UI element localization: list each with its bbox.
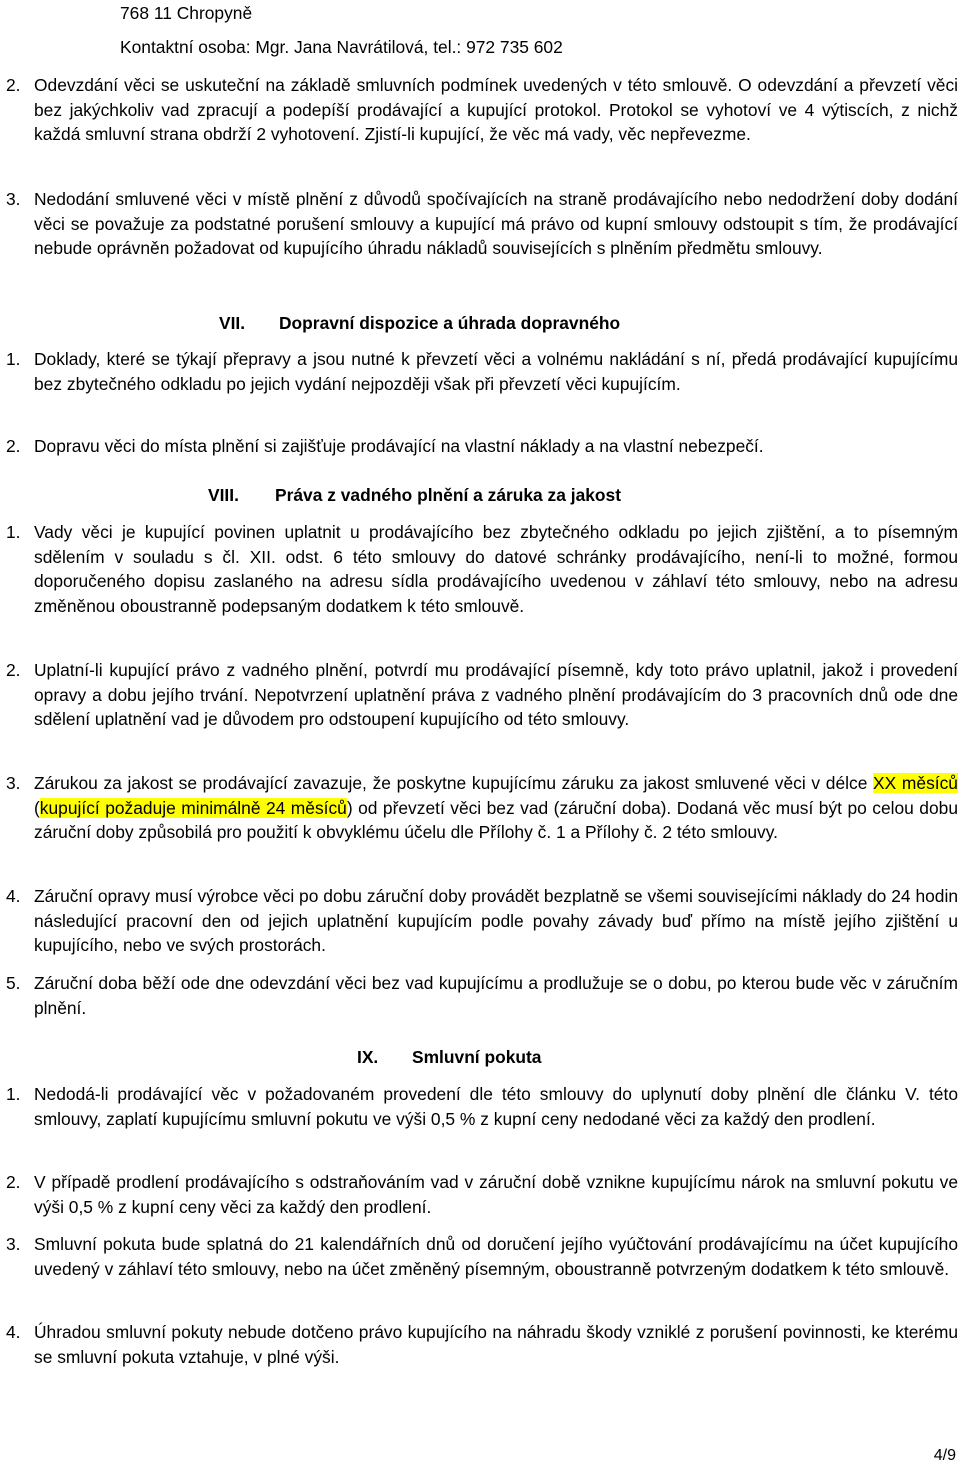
delivery-clause-2 <box>6 73 958 147</box>
address-city: 768 11 Chropyně <box>120 3 253 23</box>
contact-person: Kontaktní osoba: Mgr. Jana Navrátilová, tel.: 972 735 602 <box>120 37 563 57</box>
section-number: IX. <box>357 1047 379 1067</box>
clause-number: 2. <box>6 660 21 680</box>
clause-number: 3. <box>6 1234 21 1254</box>
clause-text: Nedodá-li prodávající věc v požadovaném provedení dle této smlouvy do uplynutí doby plnění dle článku V. této smlouvy, zaplatí kupujícímu smluvní pokutu ve výši 0,5 % z kupní ceny nedodané věci za každý den prodlení. <box>34 1084 958 1129</box>
clause-number: 1. <box>6 522 21 542</box>
section-number: VII. <box>219 313 246 333</box>
section-title: Práva z vadného plnění a záruka za jakost <box>275 485 622 505</box>
clause-text-part: Zárukou za jakost se prodávající zavazuje, že poskytne kupujícímu záruku za jakost smluvené věci v délce <box>34 773 874 793</box>
penalty-clause-1 <box>6 1082 958 1131</box>
clause-text: Vady věci je kupující povinen uplatnit u prodávajícího bez zbytečného odkladu po jejich zjištění, a to písemným sdělením v souladu s čl. XII. odst. 6 této smlouvy do datové schránky prodávajícího, není-li to možné, formou doporučeného dopisu zaslaného na adresu sídla prodávajícího uvedenou v záhlaví této smlouvy, nebo na adresu změněnou oboustranně podepsaným dodatkem k této smlouvě. <box>34 522 958 616</box>
penalty-clause-2 <box>6 1170 958 1219</box>
warranty-clause-5 <box>6 971 958 1020</box>
transport-clause-1 <box>6 347 958 396</box>
section-title: Dopravní dispozice a úhrada dopravného <box>279 313 621 333</box>
penalty-clause-4 <box>6 1320 958 1369</box>
clause-text: Odevzdání věci se uskuteční na základě smluvních podmínek uvedených v této smlouvě. O odevzdání a převzetí věci bez jakýchkoliv vad zpracují a podepíší prodávající a kupující protokol. Protokol se vyhotoví ve 4 výtiscích, z nichž každá smluvní strana obdrží 2 vyhotovení. Zjistí-li kupující, že věc má vady, věc nepřevezme. <box>34 75 958 144</box>
clause-text-part: ) od převzetí věci bez vad (záruční doba). Dodaná věc musí být po celou dobu záruční doby způsobilá pro použití k obvyklému účelu dle Přílohy č. 1 a Přílohy č. 2 této smlouvy. <box>34 797 958 842</box>
clause-number: 4. <box>6 886 21 906</box>
clause-number: 2. <box>6 1172 21 1192</box>
section-heading-viii <box>208 483 621 508</box>
section-title: Smluvní pokuta <box>412 1047 542 1067</box>
delivery-clause-3 <box>6 187 958 261</box>
clause-text: Úhradou smluvní pokuty nebude dotčeno právo kupujícího na náhradu škody vzniklé z porušení povinnosti, ke kterému se smluvní pokuta vztahuje, v plné výši. <box>34 1322 958 1367</box>
section-number: VIII. <box>208 485 239 505</box>
warranty-duration-placeholder: XX měsíců <box>873 773 958 793</box>
clause-text: Uplatní-li kupující právo z vadného plnění, potvrdí mu prodávající písemně, kdy toto právo uplatnil, jakož i provedení opravy a dobu jejího trvání. Nepotvrzení uplatnění práva z vadného plnění prodávajícím do 3 pracovních dnů ode dne sdělení uplatnění vad je důvodem pro odstoupení kupujícího od této smlouvy. <box>34 660 958 729</box>
clause-number: 1. <box>6 1084 21 1104</box>
penalty-clause-3 <box>6 1232 958 1281</box>
clause-number: 4. <box>6 1322 21 1342</box>
address-header <box>120 0 563 68</box>
clause-text: Doklady, které se týkají přepravy a jsou nutné k převzetí věci a volnému nakládání s ní, předá prodávající kupujícímu bez zbytečného odkladu po jejich vydání nejpozději však při převzetí věci kupujícím. <box>34 349 958 394</box>
warranty-clause-3 <box>6 771 958 845</box>
clause-text: Záruční opravy musí výrobce věci po dobu záruční doby provádět bezplatně se všemi souvisejícími náklady do 24 hodin následující pracovní den od jejich uplatnění kupujícím podle povahy závady buď přímo na místě jejího zjištění u kupujícího, nebo ve svých prostorách. <box>34 886 958 955</box>
warranty-clause-2 <box>6 658 958 732</box>
clause-number: 5. <box>6 973 21 993</box>
clause-text: Nedodání smluvené věci v místě plnění z důvodů spočívajících na straně prodávajícího nebo nedodržení doby dodání věci se považuje za podstatné porušení smlouvy a kupující má právo od kupní smlouvy odstoupit s tím, že prodávající nebude oprávněn požadovat od kupujícího úhradu nákladů souvisejících s plněním předmětu smlouvy. <box>34 189 958 258</box>
page-number: 4/9 <box>933 1447 956 1464</box>
clause-text: Záruční doba běží ode dne odevzdání věci bez vad kupujícímu a prodlužuje se o dobu, po kterou bude věc v záručním plnění. <box>34 973 958 1018</box>
warranty-minimum-note: kupující požaduje minimálně 24 měsíců <box>39 797 347 818</box>
clause-number: 1. <box>6 349 21 369</box>
warranty-clause-4 <box>6 884 958 958</box>
clause-text: V případě prodlení prodávajícího s odstraňováním vad v záruční době vznikne kupujícímu nárok na smluvní pokutu ve výši 0,5 % z kupní ceny věci za každý den prodlení. <box>34 1172 958 1217</box>
warranty-clause-1 <box>6 520 958 618</box>
clause-number: 2. <box>6 75 21 95</box>
transport-clause-2 <box>6 434 958 459</box>
clause-number: 2. <box>6 436 21 456</box>
section-heading-ix <box>357 1045 541 1070</box>
clause-text <box>34 771 958 845</box>
clause-text: Smluvní pokuta bude splatná do 21 kalendářních dnů od doručení jejího vyúčtování prodávajícímu na účet kupujícího uvedený v záhlaví této smlouvy, nebo na účet změněný písemným, oboustranně potvrzeným dodatkem k této smlouvě. <box>34 1234 958 1279</box>
section-heading-vii <box>219 311 620 336</box>
clause-text: Dopravu věci do místa plnění si zajišťuje prodávající na vlastní náklady a na vlastní nebezpečí. <box>34 436 764 456</box>
clause-number: 3. <box>6 189 21 209</box>
clause-number: 3. <box>6 773 21 793</box>
clause-text-part: ( <box>34 797 40 818</box>
